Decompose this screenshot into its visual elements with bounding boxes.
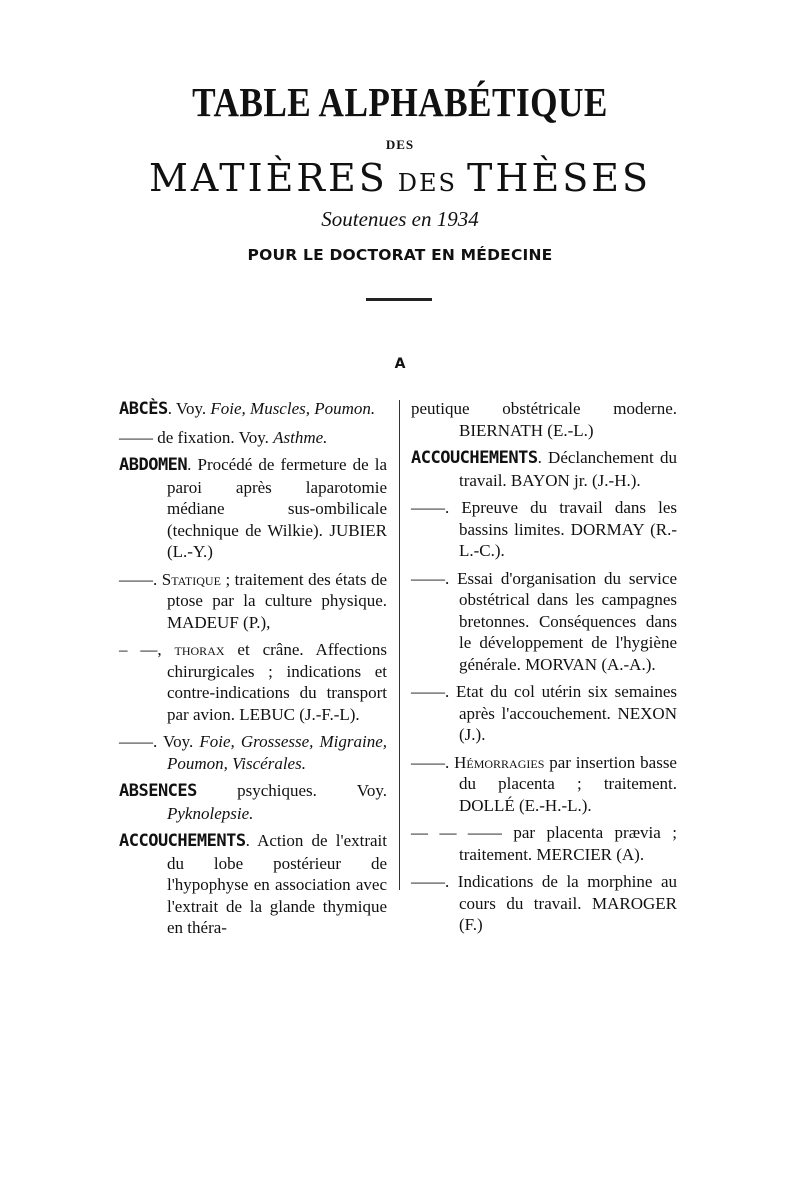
entry-dash: ——. (411, 682, 450, 701)
index-entry (411, 681, 677, 746)
entry-heading: ACCOUCHEMENTS (119, 831, 246, 851)
entry-dash: —— (119, 427, 158, 447)
entry-text: . Action de l'extrait du lobe postérieur de l'hypophyse en association avec l'extrait de la glande thymique en théra- (167, 831, 387, 937)
entry-dash: ——. (119, 732, 158, 751)
left-column (119, 398, 387, 945)
index-entry (119, 454, 387, 563)
section-letter: A (394, 356, 406, 372)
index-title: TABLE ALPHABÉTIQUE (192, 79, 608, 125)
entry-text: peutique obstétricale moderne. BIERNATH (E.-L.) (411, 399, 677, 440)
entry-text: Epreuve du travail dans les bassins limites. DORMAY (R.-L.-C.). (449, 498, 677, 560)
entry-text: Indications de la morphine au cours du travail. MAROGER (F.) (449, 872, 677, 934)
entry-crossref: Foie, Grossesse, Migraine, Poumon, Viscérales. (167, 732, 387, 773)
column-divider (399, 400, 400, 890)
entry-dash: ——. (411, 568, 450, 588)
index-entry (411, 822, 677, 865)
index-entry-continued (411, 398, 677, 441)
degree-heading: POUR LE DOCTORAT EN MÉDECINE (247, 246, 553, 264)
entry-text: par insertion basse du placenta ; traitement. DOLLÉ (E.-H.-L.). (459, 752, 677, 815)
index-entry (119, 780, 387, 824)
entry-subheading: thorax (161, 640, 225, 659)
entry-dash: — — —— (411, 823, 502, 842)
index-title-line2 (0, 156, 800, 200)
index-entry (411, 568, 677, 676)
title-connector-des: DES (385, 137, 415, 152)
index-entry (411, 497, 677, 562)
entry-dash: ——. (411, 498, 450, 517)
entry-dash: ——. (411, 872, 450, 891)
entry-text: . Déclanchement du travail. BAYON jr. (J.-H.). (459, 448, 677, 490)
index-entry (119, 639, 387, 725)
entry-text: . Voy. (167, 399, 211, 418)
entry-crossref: Pyknolepsie. (167, 803, 254, 823)
index-entry (119, 427, 387, 449)
title-rule (366, 298, 432, 301)
subtitle-year: Soutenues en 1934 (321, 207, 479, 231)
entry-text: et crâne. Affections chirurgicales ; indications et contre-indications du transport par avion. LEBUC (J.-F.-L). (167, 640, 388, 724)
entry-dash: ——. (119, 569, 158, 589)
index-entry (411, 447, 677, 491)
title-word-matieres: MATIÈRES (149, 156, 388, 200)
title-word-des: DES (397, 169, 457, 197)
entry-text: Essai d'organisation du service obstétrical dans les campagnes bretonnes. Conséquences dans le développement de l'hygiène générale. MORVAN (A.-A.). (449, 568, 677, 674)
entry-text: Voy. (157, 732, 200, 751)
entry-text: Etat du col utérin six semaines après l'accouchement. NEXON (J.). (449, 682, 677, 744)
entry-text: par placenta prævia ; traitement. MERCIER (A). (459, 823, 677, 864)
entry-subheading: Hémorragies (449, 752, 545, 772)
entry-crossref: Foie, Muscles, Poumon. (210, 399, 376, 418)
entry-subheading: Statique (157, 569, 221, 589)
title-word-theses: THÈSES (466, 156, 651, 200)
entry-text: ; traitement des états de ptose par la culture physique. MADEUF (P.), (167, 569, 387, 632)
index-entry (119, 398, 387, 421)
index-entry (119, 731, 387, 774)
entry-crossref: Asthme. (273, 427, 328, 447)
index-entry (119, 830, 387, 939)
entry-dash: ——. (411, 752, 450, 772)
index-entry (411, 871, 677, 936)
entry-heading: ABDOMEN (119, 455, 188, 475)
entry-text: . Procédé de fermeture de la paroi après laparotomie médiane sus-ombilicale (technique de Wilkie). JUBIER (L.-Y.) (167, 455, 387, 561)
entry-heading: ABSENCES (119, 781, 197, 801)
index-entry (119, 569, 387, 634)
entry-heading: ACCOUCHEMENTS (411, 448, 538, 468)
entry-heading: ABCÈS (119, 399, 168, 419)
right-column (411, 398, 677, 942)
entry-text: psychiques. Voy. (196, 781, 387, 800)
index-entry (411, 752, 677, 817)
entry-text: de fixation. Voy. (157, 427, 274, 447)
entry-dash: – —, (119, 640, 162, 659)
